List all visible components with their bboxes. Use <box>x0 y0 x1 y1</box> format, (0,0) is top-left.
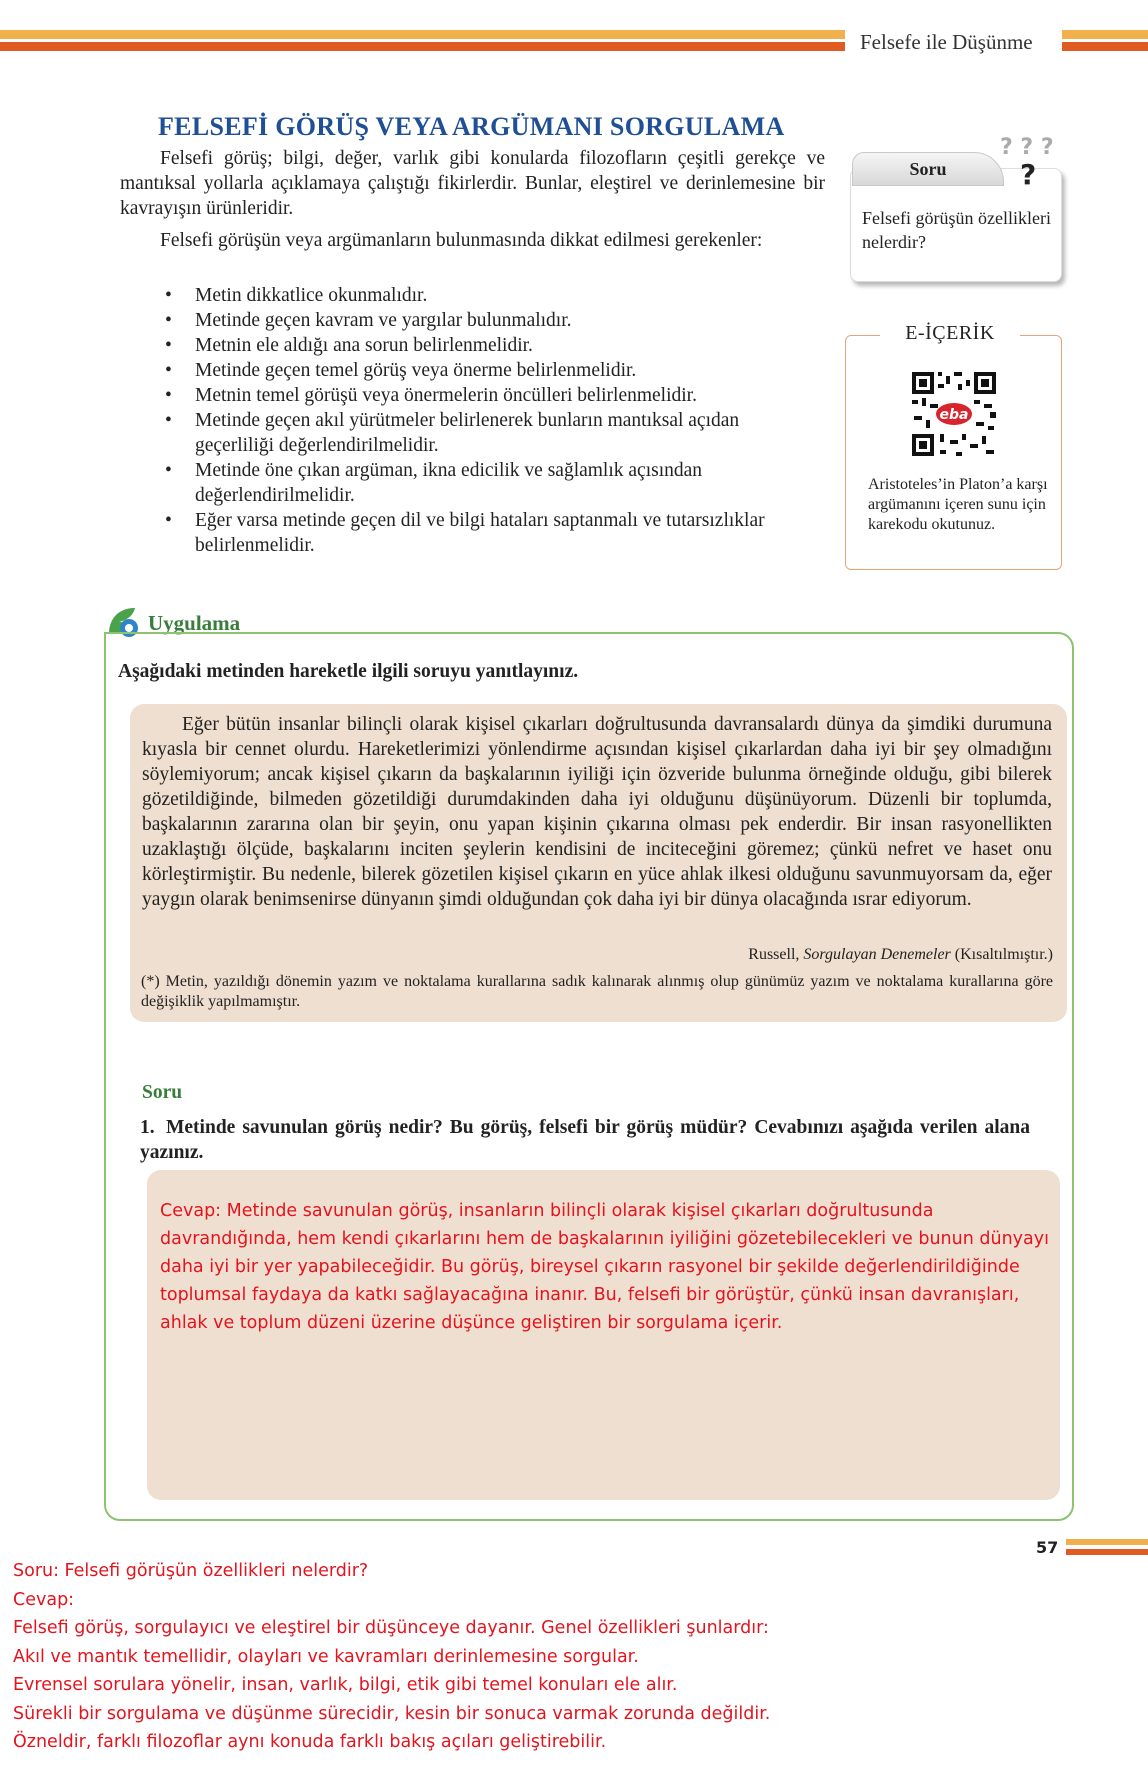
list-item: • Eğer varsa metinde geçen dil ve bilgi hataları saptanmalı ve tutarsızlıklar belirlenmelidir. <box>165 510 765 556</box>
header-stripe-yellow <box>0 30 845 39</box>
list-item: • Metin dikkatlice okunmalıdır. <box>165 285 428 306</box>
uygulama-title: Uygulama <box>148 611 241 635</box>
list-item: • Metnin temel görüşü veya önermelerin öncülleri belirlenmelidir. <box>165 385 697 406</box>
answer-text: Cevap: Metinde savunulan görüş, insanların bilinçli olarak kişisel çıkarları doğrultusunda davrandığında, hem kendi çıkarlarını hem de başkalarının iyiliğini gözetebilecekleri ve bunun dünyayı daha iyi bir yer yapabileceğidir. Bu görüş, bireysel çıkarın rasyonel bir şekilde değerlendirildiğinde toplumsal faydaya da katkı sağlayacağına inanır. Bu, felsefi bir görüştür, çünkü insan davranışları, ahlak ve toplum düzeni üzerine düşünce geliştiren bir sorgulama içerir. <box>160 1201 1049 1333</box>
question-mark-icon: ? <box>1020 158 1037 191</box>
question-section-title: Soru <box>142 1082 183 1103</box>
list-item: • Metinde öne çıkan argüman, ikna edicilik ve sağlamlık açısından değerlendirilmelidir. <box>165 460 703 506</box>
header-stripe-orange <box>0 42 845 51</box>
section-title: FELSEFİ GÖRÜŞ VEYA ARGÜMANI SORGULAMA <box>158 112 785 141</box>
list-item: • Metinde geçen temel görüş veya önerme belirlenmelidir. <box>165 360 637 381</box>
handwritten-answer: Soru: Felsefi görüşün özellikleri nelerdir? Cevap: Felsefi görüş, sorgulayıcı ve eleştirel bir düşünceye dayanır. Genel özellikleri şunlardır: Akıl ve mantık temellidir, olayları ve kavramları derinlemesine sorgular. Evrensel sorulara yönelir, insan, varlık, bilgi, etik gibi temel konuları ele alır. Sürekli bir sorgulama ve düşünme sürecidir, kesin bir sonuca varmak zorunda değildir. Özneldir, farklı filozoflar aynı konuda farklı bakış açıları geliştirebilir. <box>13 1561 771 1752</box>
list-item: • Metinde geçen kavram ve yargılar bulunmalıdır. <box>165 310 572 331</box>
quote-text: Eğer bütün insanlar bilinçli olarak kişisel çıkarları doğrultusunda davransalardı dünya da şimdiki durumuna kıyasla bir cennet olurdu. Hareketlerimizi yönlendirme açısından kişisel çıkarlardan daha iyi bir şey olmadığını söylemiyorum; ancak kişisel çıkarın da başkalarının iyiliği için özveride bulunma örneğinde olduğu, gibi bilerek gözetildiğinde, bilmeden gözetildiği durumdakinden daha iyi olduğunu düşünüyorum. Düzenli bir toplumda, başkalarının zararına olan bir şeyin, onu yapan kişinin çıkarına olması pek enderdir. Bir insan rasyonellikten uzaklaştığı ölçüde, başkalarını inciten şeylerin kendisini de inciteceğini göremez; çünkü nefret ve haset onu körleştirmiştir. Bu nedenle, bilerek gözetilen kişisel çıkarın en yüce ahlak ilkesi olduğunu savunmuyorsam da, eğer yaygın olarak benimsenirse dünyanın şimdi olduğundan çok daha iyi bir dünya olacağında ısrar ediyorum. <box>142 714 1052 910</box>
question-marks-icon: ? ? ? <box>1000 135 1054 160</box>
qr-logo-text: eba <box>939 407 969 423</box>
sidebar-question-tab: Soru <box>852 152 1004 186</box>
footer-stripe-yellow <box>1066 1539 1148 1545</box>
eicerik-label: E-İÇERİK <box>880 322 1020 345</box>
criteria-list <box>163 283 823 558</box>
header-title: Felsefe ile Düşünme <box>860 30 1033 54</box>
footer-stripe-orange <box>1066 1549 1148 1555</box>
header-stripe-yellow-right <box>1062 30 1148 39</box>
uygulama-instruction: Aşağıdaki metinden hareketle ilgili soruyu yanıtlayınız. <box>118 661 579 682</box>
qr-code-icon[interactable] <box>910 370 998 458</box>
list-item: • Metnin ele aldığı ana sorun belirlenmelidir. <box>165 335 533 356</box>
quote-source: Russell, Sorgulayan Denemeler (Kısaltılmıştır.) <box>748 946 1053 963</box>
sidebar-question-text: Felsefi görüşün özellikleri nelerdir? <box>862 208 1051 252</box>
page-number: 57 <box>1036 1538 1059 1557</box>
list-item: • Metinde geçen akıl yürütmeler belirlenerek bunların mantıksal açıdan geçerliliği değerlendirilmelidir. <box>165 410 740 456</box>
eicerik-text: Aristoteles’in Platon’a karşı argümanını içeren sunu için karekodu okutunuz. <box>868 476 1048 533</box>
quote-footnote: (*) Metin, yazıldığı dönemin yazım ve noktalama kurallarına sadık kalınarak alınmış olup günümüz yazım ve noktalama kurallarına göre değişiklik yapılmamıştır. <box>141 973 1053 1010</box>
section-paragraph-1: Felsefi görüş; bilgi, değer, varlık gibi konularda filozofların çeşitli gerekçe ve mantıksal yollarla açıklamaya çalıştığı fikirlerdir. Bunlar, eleştirel ve derinlemesine bir kavrayışın ürünleridir. <box>120 148 825 219</box>
question-text: 1. Metinde savunulan görüş nedir? Bu görüş, felsefi bir görüş müdür? Cevabınızı aşağıda verilen alana yazınız. <box>140 1117 1030 1163</box>
header-stripe-orange-right <box>1062 42 1148 51</box>
section-paragraph-2: Felsefi görüşün veya argümanların bulunmasında dikkat edilmesi gerekenler: <box>160 230 763 251</box>
